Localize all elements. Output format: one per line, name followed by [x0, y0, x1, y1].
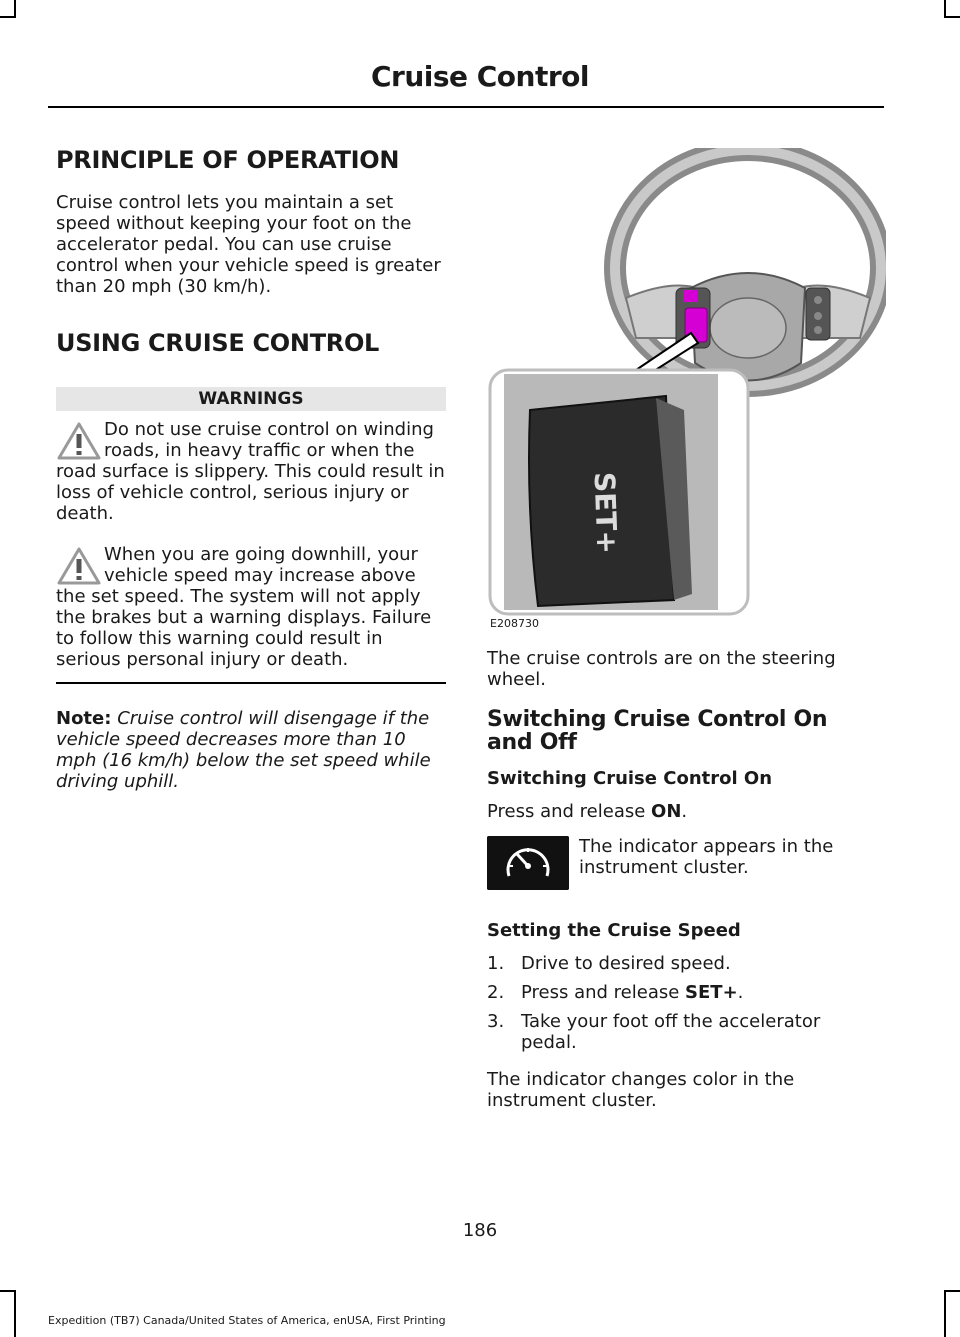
setting-heading: Setting the Cruise Speed [487, 920, 741, 941]
press-on-bold: ON [651, 801, 682, 822]
warning-item [56, 419, 446, 524]
list-item [487, 953, 877, 974]
press-suffix: . [681, 801, 688, 822]
crop-mark [944, 1290, 946, 1337]
principle-text: Cruise control lets you maintain a set speed without keeping your foot on the accelerator pedal. You can use cruise control when your vehicle speed is greater than 20 mph (30 km/h). [56, 192, 441, 297]
step-text-bold: SET+ [685, 982, 738, 1003]
crop-mark [944, 16, 960, 18]
on-heading: Switching Cruise Control On [487, 768, 773, 789]
step-text: Drive to desired speed. [521, 953, 731, 974]
press-on-text [487, 801, 877, 822]
cruise-indicator-row [487, 836, 877, 890]
step-text: Take your foot off the accelerator pedal. [521, 1011, 821, 1053]
step-text: Press and release SET+. [521, 982, 744, 1003]
list-item [487, 1011, 877, 1053]
indicator-text: The indicator appears in the instrument cluster. [579, 836, 834, 878]
steps-list [487, 953, 877, 1053]
right-column [487, 648, 877, 1129]
left-column [56, 146, 446, 792]
indicator-change-text: The indicator changes color in the instrument cluster. [487, 1069, 795, 1111]
warning-item [56, 544, 446, 670]
list-item [487, 982, 877, 1003]
crop-mark [0, 16, 16, 18]
switching-heading: Switching Cruise Control On and Off [487, 707, 828, 755]
inset-button-label: SET+ [587, 471, 624, 555]
crop-mark [944, 1290, 960, 1292]
using-heading: USING CRUISE CONTROL [56, 329, 380, 357]
warning-triangle-icon [57, 421, 101, 461]
section-rule [56, 682, 446, 684]
warning-text: Do not use cruise control on winding roads, in heavy traffic or when the road surface is slippery. This could result in loss of vehicle control, serious injury or death. [56, 419, 445, 524]
note [56, 708, 446, 792]
header-rule [48, 106, 884, 108]
steering-wheel-illustration [486, 148, 886, 638]
footer-text: Expedition (TB7) Canada/United States of America, enUSA, First Printing [48, 1314, 446, 1327]
step-number: 2. [487, 982, 505, 1003]
step-number: 1. [487, 953, 505, 974]
note-text: Cruise control will disengage if the vehicle speed decreases more than 10 mph (16 km/h) below the set speed while driving uphill. [56, 708, 431, 792]
principle-heading: PRINCIPLE OF OPERATION [56, 146, 400, 174]
warning-text: When you are going downhill, your vehicle speed may increase above the set speed. The system will not apply the brakes but a warning displays. Failure to follow this warning could result in serious personal injury or death. [56, 544, 432, 670]
press-prefix: Press and release [487, 801, 652, 822]
step-text-prefix: Press and release [521, 982, 686, 1003]
warning-triangle-icon [57, 546, 101, 586]
note-label: Note: [56, 708, 112, 729]
page-number: 186 [462, 1220, 498, 1241]
cruise-control-indicator-icon [487, 836, 569, 890]
crop-mark [0, 1290, 16, 1292]
warnings-heading: WARNINGS [56, 387, 446, 411]
figure-id: E208730 [490, 617, 539, 630]
crop-mark [14, 1290, 16, 1337]
step-number: 3. [487, 1011, 505, 1032]
page-header-title: Cruise Control [370, 60, 590, 93]
controls-text: The cruise controls are on the steering wheel. [487, 648, 836, 690]
